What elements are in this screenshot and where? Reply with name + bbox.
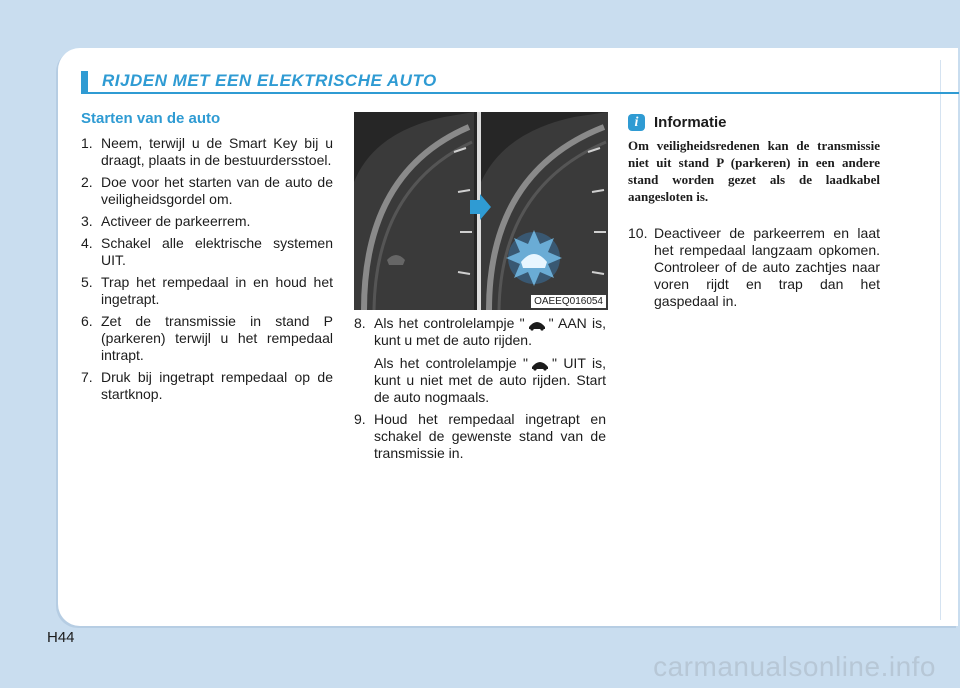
instrument-cluster-image [354,112,608,310]
cluster-illustration [354,112,608,310]
info-header [628,114,880,131]
sub-paragraph: Als het controlelampje " " UIT is, kunt u niet met de auto rijden. Start de auto nogmaals. [374,355,606,405]
list-item: 3. Activeer de parkeerrem. [81,213,251,229]
header-rule [81,92,959,94]
list-item: 7. Druk bij ingetrapt rempedaal op de startknop. [81,369,333,402]
info-title: Informatie [654,114,727,131]
header-accent-bar [81,71,88,92]
list-item: 8. Als het controlelampje " " AAN is, kunt u met de auto rijden. Als het controlelampje " " UIT is, kunt u niet met de auto rijden. Start de auto nogmaals. [354,315,606,405]
list-item: 10. Deactiveer de parkeerrem en laat het rempedaal langzaam opkomen. Controleer of de auto zachtjes naar voren rijdt en trap dan het gaspedaal in. [628,225,880,309]
list-item: 6. Zet de transmissie in stand P (parkeren) terwijl u het rempedaal intrapt. [81,313,333,363]
ready-indicator-icon [526,318,548,331]
ready-indicator-icon [529,358,551,371]
panel-divider [940,60,941,620]
watermark: carmanualsonline.info [653,651,936,682]
column-right [628,114,880,315]
list-item: 4. Schakel alle elektrische systemen UIT. [81,235,333,268]
list-item: 2. Doe voor het starten van de auto de veiligheidsgordel om. [81,174,333,207]
list-item: 1. Neem, terwijl u de Smart Key bij u draagt, plaats in de bestuurdersstoel. [81,135,333,168]
section-title: Starten van de auto [81,110,221,127]
page-number: H44 [47,629,75,646]
column-middle [354,315,606,467]
info-icon: i [628,114,645,131]
info-body: Om veiligheidsredenen kan de transmissie niet uit stand P (parkeren) in een andere stand worden gezet als de laadkabel aangesloten is. [628,138,880,204]
figure-label: OAEEQ016054 [531,295,606,308]
list-item: 9. Houd het rempedaal ingetrapt en schakel de gewenste stand van de transmissie in. [354,411,606,461]
column-left [81,110,333,408]
list-item: 5. Trap het rempedaal in en houd het ingetrapt. [81,274,333,307]
chapter-title: RIJDEN MET EEN ELEKTRISCHE AUTO [102,71,437,90]
